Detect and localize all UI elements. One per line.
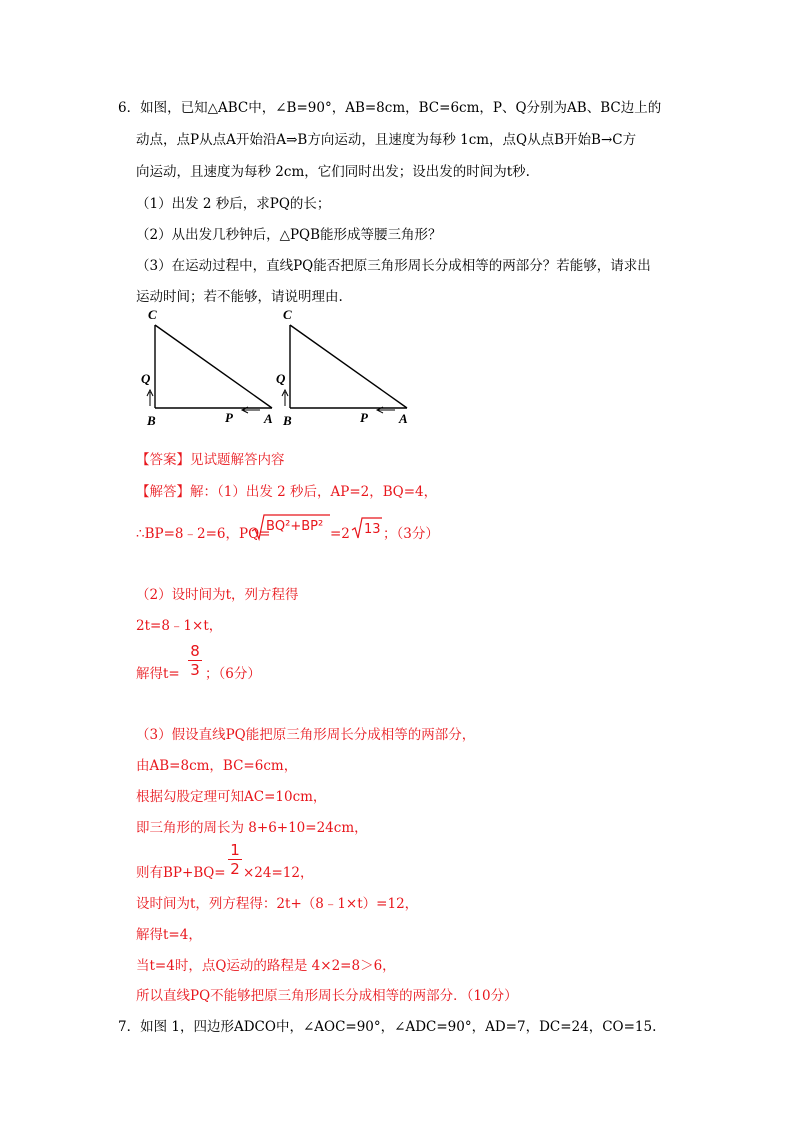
label-Q-left: Q (141, 371, 151, 386)
problem7-line1: 7．如图 1，四边形ADCO中，∠AOC=90°，∠ADC=90°，AD=7，DC=24，CO=15. (118, 1019, 657, 1035)
label-A-left: A (264, 411, 273, 426)
answer-tag: 【答案】见试题解答内容 (136, 452, 285, 468)
part3-line4-post: ×24=12， (243, 865, 314, 881)
part3-line4 (136, 864, 226, 882)
radicand-text: BQ²+BP² (266, 519, 324, 534)
fraction-8-3 (188, 643, 202, 678)
part2-head: （2）设时间为t，列方程得 (136, 587, 299, 603)
label-B-left: B (147, 413, 156, 428)
label-P-right: P (360, 410, 368, 425)
part3-line2: 根据勾股定理可知AC=10cm， (136, 789, 327, 805)
fraction-8-3-numerator: 8 (190, 642, 200, 660)
part3-line3: 即三角形的周长为 8+6+10=24cm， (136, 820, 368, 836)
solution-head: 【解答】解：（1）出发 2 秒后，AP=2，BQ=4， (136, 484, 438, 500)
part2-solve (136, 665, 180, 683)
part3-line1: 由AB=8cm，BC=6cm， (136, 758, 298, 774)
problem6-line2: 动点，点P从点A开始沿A⇒B方向运动，且速度为每秒 1cm，点Q从点B开始B→C方 (136, 132, 637, 148)
problem6-text-1: 6． (118, 100, 141, 116)
part3-line5: 设时间为t，列方程得：2t+（8﹣1×t）=12， (136, 896, 419, 912)
part2-equation: 2t=8﹣1×t， (136, 618, 223, 634)
part3-line6: 解得t=4， (136, 927, 202, 943)
problem6-question2: （2）从出发几秒钟后，△PQB能形成等腰三角形？ (136, 227, 442, 243)
bp-line-text: ∴BP=8﹣2=6，PQ= (136, 526, 271, 542)
fraction-1-2-numerator: 1 (230, 841, 240, 859)
fraction-1-2 (228, 842, 242, 877)
label-Q-right: Q (276, 371, 286, 386)
label-P-left: P (225, 410, 233, 425)
part2-solve-text: 解得t= (136, 666, 180, 682)
problem6-question3a: （3）在运动过程中，直线PQ能否把原三角形周长分成相等的两部分？若能够，请求出 (136, 258, 651, 274)
problem6-question1: （1）出发 2 秒后，求PQ的长； (136, 196, 331, 212)
part3-line8: 所以直线PQ不能够把原三角形周长分成相等的两部分．（10分） (136, 988, 518, 1004)
problem6-line3: 向运动，且速度为每秒 2cm，它们同时出发；设出发的时间为t秒. (136, 164, 530, 180)
triangle-figure-right (282, 325, 407, 413)
problem6-question3b: 运动时间；若不能够，请说明理由. (136, 289, 343, 305)
triangle-figure-left (147, 325, 272, 413)
label-B-right: B (283, 413, 292, 428)
eq-two-sqrt: =2 (330, 526, 350, 542)
part3-line7: 当t=4时，点Q运动的路程是 4×2=8＞6， (136, 958, 396, 974)
label-C-right: C (283, 307, 292, 322)
problem6-text-1b: 如图，已知△ABC中，∠B=90°，AB=8cm，BC=6cm，P、Q分别为AB、BC边上的 (140, 100, 662, 116)
label-C-left: C (148, 307, 157, 322)
sqrt13-text: 13 (364, 522, 381, 537)
score-3: ；（3分） (383, 526, 439, 542)
fraction-8-3-denominator: 3 (190, 661, 200, 679)
score-6: ；（6分） (205, 666, 261, 682)
fraction-1-2-denominator: 2 (230, 860, 240, 878)
problem6-line1 (118, 99, 661, 117)
part3-head: （3）假设直线PQ能把原三角形周长分成相等的两部分， (136, 727, 476, 743)
label-A-right: A (399, 411, 408, 426)
part3-line4-pre: 则有BP+BQ= (136, 865, 226, 881)
